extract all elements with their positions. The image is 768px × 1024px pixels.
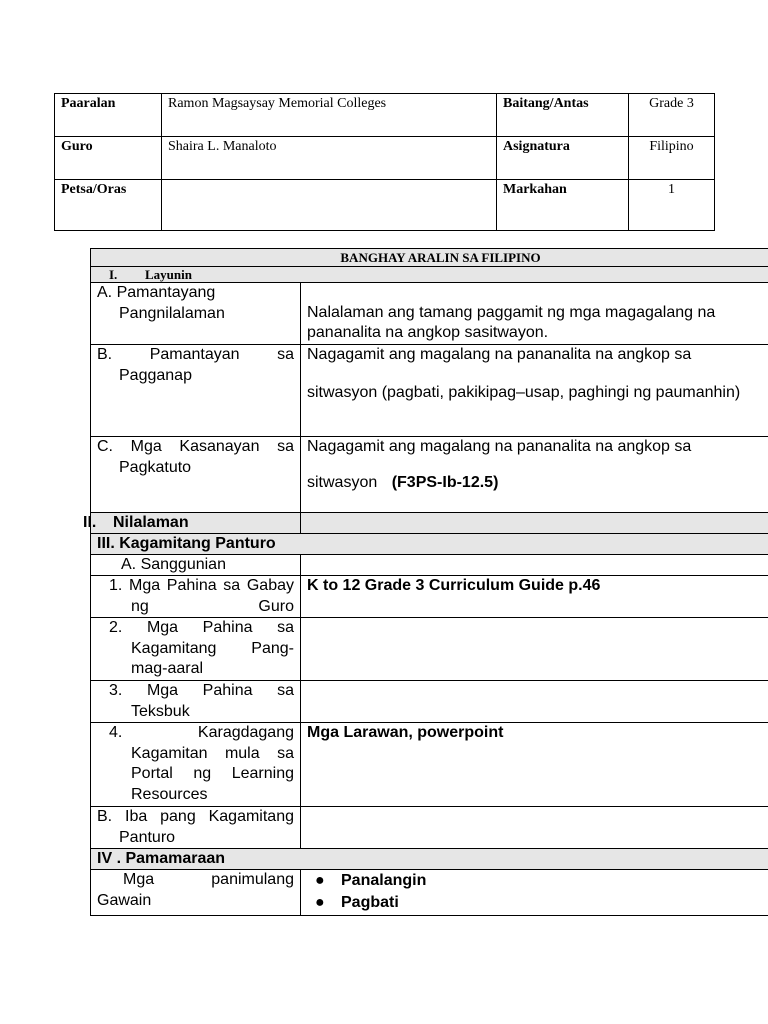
teacher-guide-label-text: 1. Mga Pahina sa Gabay ng Guro [109, 577, 294, 615]
competency-code: (F3PS-Ib-12.5) [391, 474, 499, 491]
textbook-value [301, 681, 768, 723]
materials-heading: III. Kagamitang Panturo [91, 534, 768, 555]
content-standard-label-line2: Pangnilalaman [119, 304, 225, 322]
competency-label-line1: C. Mga Kasanayan sa [97, 438, 294, 455]
grade-value: Grade 3 [629, 94, 715, 137]
competency-value-line2: sitwasyon [307, 474, 378, 491]
lesson-plan-table [83, 248, 768, 916]
content-standard-label [91, 283, 301, 345]
content-value [301, 513, 768, 534]
performance-standard-value [301, 345, 768, 437]
textbook-label [91, 681, 301, 723]
quarter-label: Markahan [497, 180, 629, 231]
other-materials-label [91, 807, 301, 849]
lr-portal-label-text: 4. Karagdagang Kagamitan mula sa Portal ng Learning Resources [109, 724, 294, 803]
objectives-num: I. [109, 267, 118, 282]
references-value [301, 555, 768, 576]
subject-label: Asignatura [497, 137, 629, 180]
school-label: Paaralan [55, 94, 162, 137]
objectives-label: Layunin [145, 267, 192, 282]
bullet-icon: ● [315, 894, 325, 911]
subject-value: Filipino [629, 137, 715, 180]
lr-portal-label [91, 723, 301, 807]
intro-activities-value [301, 870, 768, 916]
competency-label [91, 437, 301, 513]
content-standard-label-line1: A. Pamantayang [97, 284, 216, 301]
quarter-value: 1 [629, 180, 715, 231]
competency-value-line1: Nagagamit ang magalang na pananalita na angkop sa [307, 438, 692, 455]
teacher-guide-label [91, 576, 301, 618]
plan-title: BANGHAY ARALIN SA FILIPINO [91, 249, 768, 267]
bullet-item [315, 870, 768, 892]
performance-standard-label [91, 345, 301, 437]
intro-activities-label [91, 870, 301, 916]
performance-standard-value-line2: sitwasyon (pagbati, pakikipag–usap, paghingi ng paumanhin) [307, 384, 741, 401]
bullet-text: Panalangin [341, 872, 427, 889]
teacher-guide-value: K to 12 Grade 3 Curriculum Guide p.46 [301, 576, 768, 618]
performance-standard-label-line2: Pagganap [119, 366, 192, 384]
learner-material-value [301, 618, 768, 681]
content-standard-value: Nalalaman ang tamang paggamit ng mga magagalang na pananalita na angkop sasitwayon. [301, 283, 768, 345]
other-materials-value [301, 807, 768, 849]
learner-material-label [91, 618, 301, 681]
lr-portal-value: Mga Larawan, powerpoint [301, 723, 768, 807]
objectives-heading [91, 267, 768, 283]
teacher-value: Shaira L. Manaloto [162, 137, 497, 180]
intro-activities-label-text: Mga panimulang Gawain [97, 871, 294, 909]
content-heading [83, 513, 301, 534]
performance-standard-label-line1: B. Pamantayan sa [97, 346, 294, 363]
references-label: A. Sanggunian [91, 555, 301, 576]
date-value [162, 180, 497, 231]
bullet-icon: ● [315, 872, 325, 889]
competency-label-line2: Pagkatuto [119, 458, 192, 476]
grade-label: Baitang/Antas [497, 94, 629, 137]
bullet-item [315, 892, 768, 914]
content-num: II. [83, 514, 97, 531]
procedure-heading: IV . Pamamaraan [91, 849, 768, 870]
other-materials-label-text: B. Iba pang Kagamitang Panturo [97, 808, 294, 846]
teacher-label: Guro [55, 137, 162, 180]
textbook-label-text: 3. Mga Pahina sa Teksbuk [109, 682, 294, 720]
performance-standard-value-line1: Nagagamit ang magalang na pananalita na angkop sa [307, 346, 692, 363]
school-value: Ramon Magsaysay Memorial Colleges [162, 94, 497, 137]
date-label: Petsa/Oras [55, 180, 162, 231]
content-label: Nilalaman [113, 514, 189, 531]
learner-material-label-text: 2. Mga Pahina sa Kagamitang Pang-mag-aaral [109, 619, 294, 677]
bullet-text: Pagbati [341, 894, 399, 911]
info-table [54, 93, 715, 231]
competency-value [301, 437, 768, 513]
